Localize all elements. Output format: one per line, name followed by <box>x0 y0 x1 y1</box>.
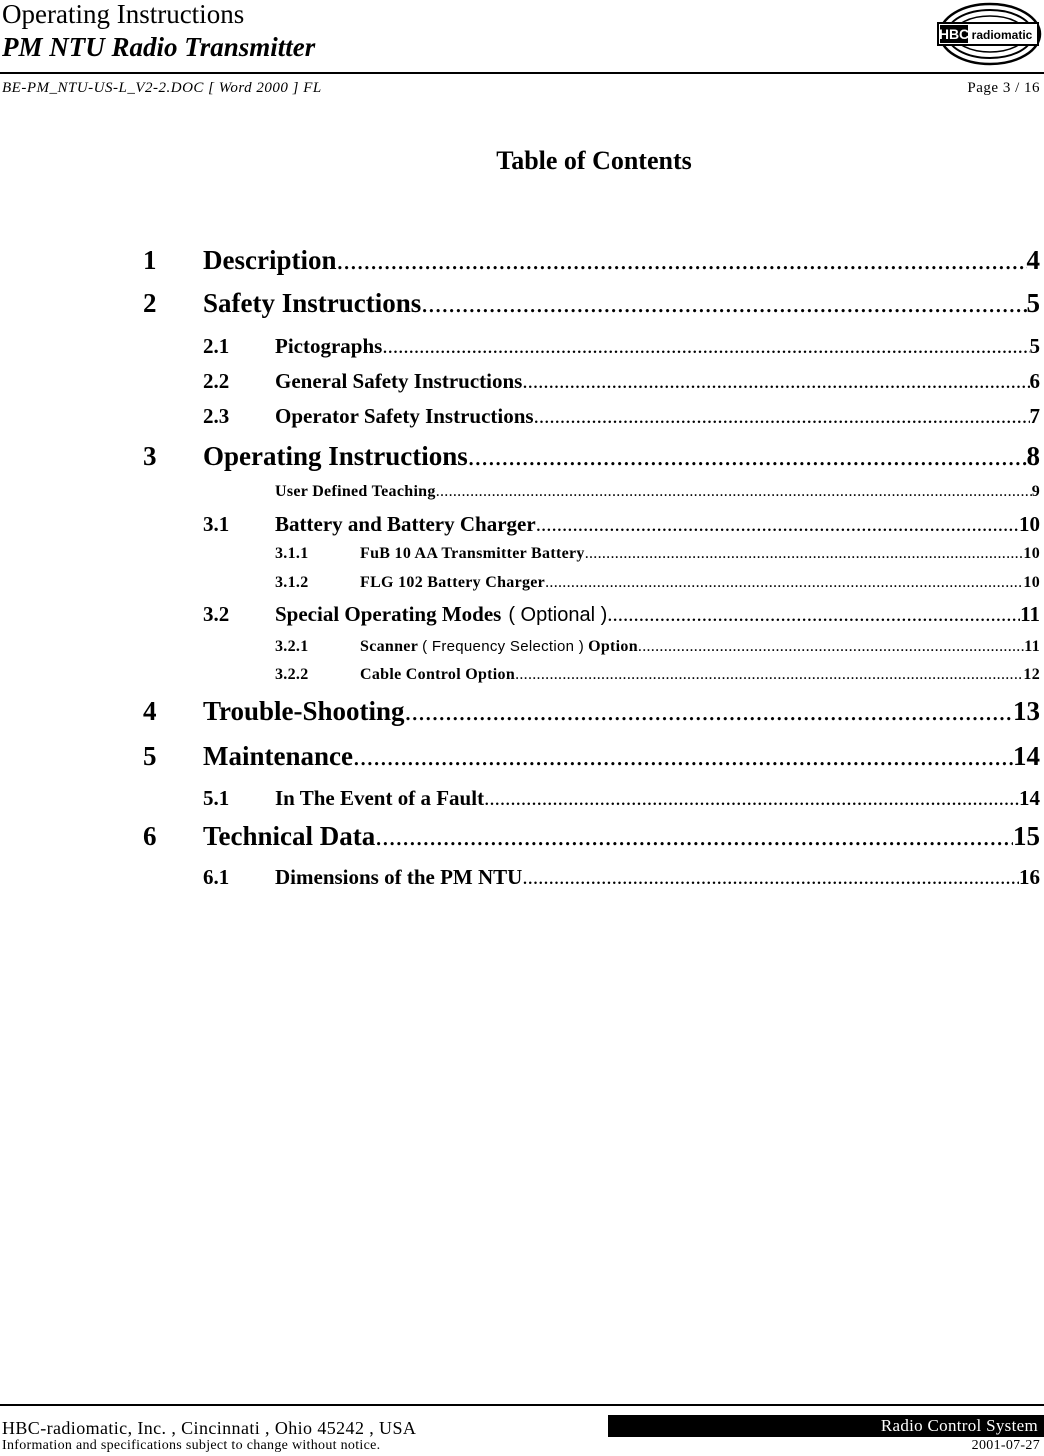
toc-entry-6-1[interactable] <box>203 865 1040 890</box>
toc-page: 6 <box>1029 369 1040 393</box>
toc-page: 9 <box>1031 483 1040 500</box>
toc-text: Pictographs <box>275 334 383 358</box>
toc-leader <box>421 288 1026 319</box>
toc-text: Cable Control Option <box>360 666 516 683</box>
toc-page: 12 <box>1023 666 1040 683</box>
toc-text: FuB 10 AA Transmitter Battery <box>360 545 585 562</box>
toc-text: Operating Instructions <box>203 441 468 471</box>
toc-page: 4 <box>1026 245 1040 275</box>
toc-number: 6.1 <box>203 865 230 889</box>
toc-page: 5 <box>1029 334 1040 358</box>
document-date: 2001-07-27 <box>971 1438 1040 1453</box>
toc-leader <box>515 666 1023 684</box>
toc-leader <box>638 638 1024 656</box>
toc-leader <box>607 602 1020 627</box>
toc-text: Description <box>203 245 337 275</box>
toc-text: Dimensions of the PM NTU <box>275 865 523 889</box>
toc-leader <box>536 512 1019 537</box>
toc-leader <box>375 821 1013 852</box>
toc-entry-1[interactable] <box>143 245 1040 276</box>
toc-text: Scanner <box>360 638 419 655</box>
toc-entry-3-2-2[interactable] <box>275 666 1040 684</box>
hbc-radiomatic-logo <box>934 1 1042 67</box>
toc-entry-3-2-1[interactable] <box>275 638 1040 656</box>
toc-leader <box>534 404 1030 429</box>
toc-entry-3-1-1[interactable] <box>275 545 1040 563</box>
toc-text: Trouble-Shooting <box>203 696 405 726</box>
toc-leader <box>336 245 1026 276</box>
toc-number: 3.2 <box>203 602 230 626</box>
toc-page: 11 <box>1020 602 1040 626</box>
toc-page: 10 <box>1023 545 1040 562</box>
page-header <box>0 0 1044 100</box>
toc-number: 1 <box>143 245 157 275</box>
page-footer <box>0 1400 1044 1456</box>
toc-number: 5 <box>143 741 157 771</box>
toc-leader <box>436 483 1032 501</box>
toc-number: 3.1 <box>203 512 230 536</box>
toc-number: 3.2.2 <box>275 666 309 683</box>
toc-number: 2.1 <box>203 334 230 358</box>
toc-number: 3 <box>143 441 157 471</box>
toc-leader <box>405 696 1013 727</box>
toc-entry-6[interactable] <box>143 821 1040 852</box>
document-subtitle: PM NTU Radio Transmitter <box>2 32 316 62</box>
toc-leader <box>382 334 1029 359</box>
toc-number: 3.1.2 <box>275 574 309 591</box>
document-title: Operating Instructions <box>2 0 245 29</box>
svg-text:HBC: HBC <box>938 26 970 42</box>
toc-number: 3.1.1 <box>275 545 309 562</box>
toc-number: 2.2 <box>203 369 230 393</box>
document-id: BE-PM_NTU-US-L_V2-2.DOC [ Word 2000 ] FL <box>2 80 322 96</box>
toc-entry-user-defined-teaching[interactable] <box>275 483 1040 501</box>
toc-entry-3[interactable] <box>143 441 1040 472</box>
toc-text: Special Operating Modes <box>275 602 502 626</box>
footer-rule <box>0 1404 1044 1406</box>
toc-entry-2-1[interactable] <box>203 334 1040 359</box>
toc-text: In The Event of a Fault <box>275 786 485 810</box>
toc-entry-3-1[interactable] <box>203 512 1040 537</box>
toc-text: User Defined Teaching <box>275 483 436 500</box>
toc-entry-5-1[interactable] <box>203 786 1040 811</box>
toc-leader <box>353 741 1013 772</box>
toc-page: 5 <box>1026 288 1040 318</box>
toc-heading: Table of Contents <box>496 146 692 175</box>
toc-page: 15 <box>1013 821 1040 851</box>
change-notice: Information and specifications subject to change without notice. <box>2 1438 381 1453</box>
product-category-badge: Radio Control System <box>608 1415 1044 1437</box>
toc-text-tail: Option <box>588 638 638 655</box>
toc-number: 2 <box>143 288 157 318</box>
toc-number: 3.2.1 <box>275 638 309 655</box>
toc-leader <box>522 369 1029 394</box>
toc-page: 7 <box>1029 404 1040 428</box>
toc-entry-3-1-2[interactable] <box>275 574 1040 592</box>
toc-number: 4 <box>143 696 157 726</box>
toc-leader <box>522 865 1019 890</box>
toc-text: Safety Instructions <box>203 288 422 318</box>
toc-text-extra: ( Frequency Selection ) <box>422 638 585 655</box>
header-rule <box>0 72 1044 74</box>
toc-leader <box>585 545 1024 563</box>
toc-text: General Safety Instructions <box>275 369 523 393</box>
toc-entry-3-2[interactable] <box>203 602 1040 627</box>
toc-text: Battery and Battery Charger <box>275 512 536 536</box>
toc-number: 2.3 <box>203 404 230 428</box>
svg-text:radiomatic: radiomatic <box>971 28 1033 42</box>
toc-text: Maintenance <box>203 741 353 771</box>
toc-page: 8 <box>1026 441 1040 471</box>
toc-page: 10 <box>1023 574 1040 591</box>
toc-page: 13 <box>1013 696 1040 726</box>
toc-leader <box>468 441 1027 472</box>
toc-entry-2-2[interactable] <box>203 369 1040 394</box>
toc-entry-4[interactable] <box>143 696 1040 727</box>
toc-page: 11 <box>1024 638 1040 655</box>
company-address: HBC-radiomatic, Inc. , Cincinnati , Ohio 45242 , USA <box>2 1418 417 1438</box>
toc-page: 16 <box>1019 865 1040 889</box>
toc-entry-2[interactable] <box>143 288 1040 319</box>
page-number: Page 3 / 16 <box>967 80 1040 96</box>
toc-number: 5.1 <box>203 786 230 810</box>
toc-leader <box>484 786 1019 811</box>
toc-page: 10 <box>1019 512 1040 536</box>
toc-page: 14 <box>1019 786 1040 810</box>
toc-text: Operator Safety Instructions <box>275 404 534 428</box>
toc-page: 14 <box>1013 741 1040 771</box>
toc-leader <box>545 574 1023 592</box>
toc-text: FLG 102 Battery Charger <box>360 574 546 591</box>
toc-text-extra: ( Optional ) <box>508 604 608 626</box>
toc-entry-2-3[interactable] <box>203 404 1040 429</box>
toc-text: Technical Data <box>203 821 376 851</box>
toc-entry-5[interactable] <box>143 741 1040 772</box>
toc-number: 6 <box>143 821 157 851</box>
